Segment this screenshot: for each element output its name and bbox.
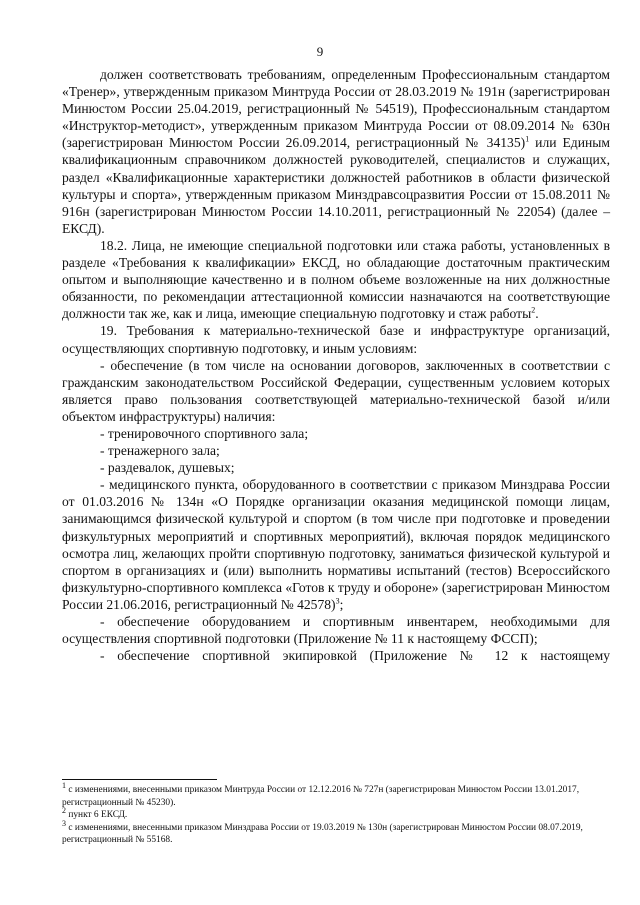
footnote-divider bbox=[62, 779, 217, 780]
footnote-mark: 2 bbox=[62, 806, 66, 816]
list-item bbox=[62, 476, 610, 613]
list-item bbox=[62, 425, 610, 442]
paragraph-text: 18.2. Лица, не имеющие специальной подготовки или стажа работы, установленных в разделе «Требования к квалификации» ЕКСД, но обладающие достаточным практическим опытом и выполняющие качественно и в полном объеме возложенные на них должностные обязанности, по рекомендации аттестационной комиссии назначаются на соответствующие должности так же, как и лица, имеющие специальную подготовку и стаж работы bbox=[62, 237, 610, 322]
footnote bbox=[62, 780, 612, 809]
paragraph-text: - обеспечение оборудованием и спортивным инвентарем, необходимыми для осуществления спортивной подготовки (Приложение № 11 к настоящему ФССП); bbox=[62, 614, 610, 647]
document-body bbox=[62, 66, 610, 664]
paragraph-text: - обеспечение (в том числе на основании договоров, заключенных в соответствии с гражданским законодательством Российской Федерации, существенным условием которых является право пользования соответствующей материально-технической базой и/или объектом инфраструктуры) наличия: bbox=[62, 357, 610, 424]
paragraph-text: - тренажерного зала; bbox=[100, 443, 220, 459]
footnote-mark: 3 bbox=[62, 818, 66, 828]
footnote-ref-1: 1 bbox=[525, 134, 530, 144]
list-item bbox=[62, 647, 610, 664]
paragraph-text-after: или Единым квалификационным справочником должностей руководителей, специалистов и служащих, раздел «Квалификационные характеристики должностей работников в области физической культуры и спорта», утвержденным приказом Минздравсоцразвития России от 15.08.2011 № 916н (зарегистрирован Минюстом России 14.10.2011, регистрационный № 22054) (далее – ЕКСД). bbox=[62, 135, 610, 236]
paragraph-text-after: . bbox=[535, 306, 539, 322]
footnote-ref-3: 3 bbox=[335, 596, 340, 606]
footnote-mark: 1 bbox=[62, 780, 66, 790]
paragraph-text: - раздевалок, душевых; bbox=[100, 460, 235, 476]
list-item bbox=[62, 459, 610, 476]
paragraph-text-after: ; bbox=[339, 596, 344, 612]
paragraph-text: 19. Требования к материально-технической базе и инфраструктуре организаций, осуществляющих спортивную подготовку, и иным условиям: bbox=[62, 323, 610, 356]
paragraph-text: - обеспечение спортивной экипировкой (Приложение № 12 к настоящему bbox=[100, 648, 610, 664]
paragraph-continuation bbox=[62, 66, 610, 237]
footnote bbox=[62, 806, 612, 822]
footnote bbox=[62, 818, 612, 847]
paragraph-19 bbox=[62, 322, 610, 356]
paragraph-text: должен соответствовать требованиям, определенным Профессиональным стандартом «Тренер», утвержденным приказом Минтруда России от 28.03.2019 № 191н (зарегистрирован Минюстом России 25.04.2019, регистрационный № 54519), Профессиональным стандартом «Инструктор-методист», утвержденным приказом Минтруда России от 08.09.2014 № 630н (зарегистрирован Минюстом России 26.09.2014, регистрационный № 34135) bbox=[62, 67, 610, 151]
footnote-text: с изменениями, внесенными приказом Минздрава России от 19.03.2019 № 130н (зарегистрирован Минюстом России 08.07.2019, регистрационный № 55168. bbox=[62, 822, 583, 846]
footnote-ref-2: 2 bbox=[531, 305, 536, 315]
page-number: 9 bbox=[316, 44, 324, 59]
footnote-text: пункт 6 ЕКСД. bbox=[66, 810, 128, 821]
paragraph-text: - тренировочного спортивного зала; bbox=[100, 425, 309, 441]
list-item bbox=[62, 357, 610, 425]
paragraph-text: - медицинского пункта, оборудованного в соответствии с приказом Минздрава России от 01.03.2016 № 134н «О Порядке организации оказания медицинской помощи лицам, занимающимся физической культурой и спортом (в том числе при подготовке и проведении физкультурных мероприятий и спортивных мероприятий), включая порядок медицинского осмотра лиц, желающих пройти спортивную подготовку, заниматься физической культурой и спортом в организациях и (или) выполнить нормативы испытаний (тестов) Всероссийского физкультурно-спортивного комплекса «Готов к труду и обороне» (зарегистрирован Минюстом России 21.06.2016, регистрационный № 42578) bbox=[62, 477, 610, 612]
list-item bbox=[62, 613, 610, 647]
footnotes bbox=[62, 780, 612, 847]
paragraph-18-2 bbox=[62, 237, 610, 322]
list-item bbox=[62, 442, 610, 459]
footnote-text: с изменениями, внесенными приказом Минтруда России от 12.12.2016 № 727н (зарегистрирован Минюстом России 13.01.2017, регистрационный № 45230). bbox=[62, 785, 580, 808]
